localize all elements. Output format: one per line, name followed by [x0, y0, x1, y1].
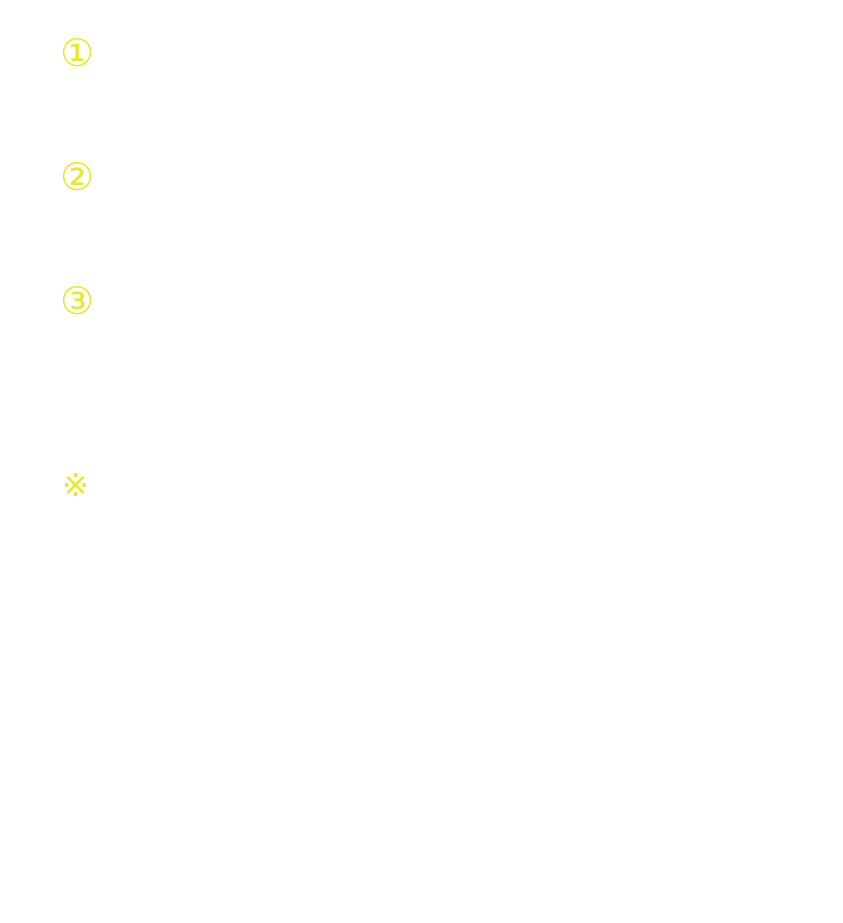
item-marker-1: ①: [60, 31, 95, 75]
item-marker-2: ②: [60, 155, 95, 199]
item-marker-3: ③: [60, 279, 95, 323]
note-marker: ※: [62, 466, 89, 504]
